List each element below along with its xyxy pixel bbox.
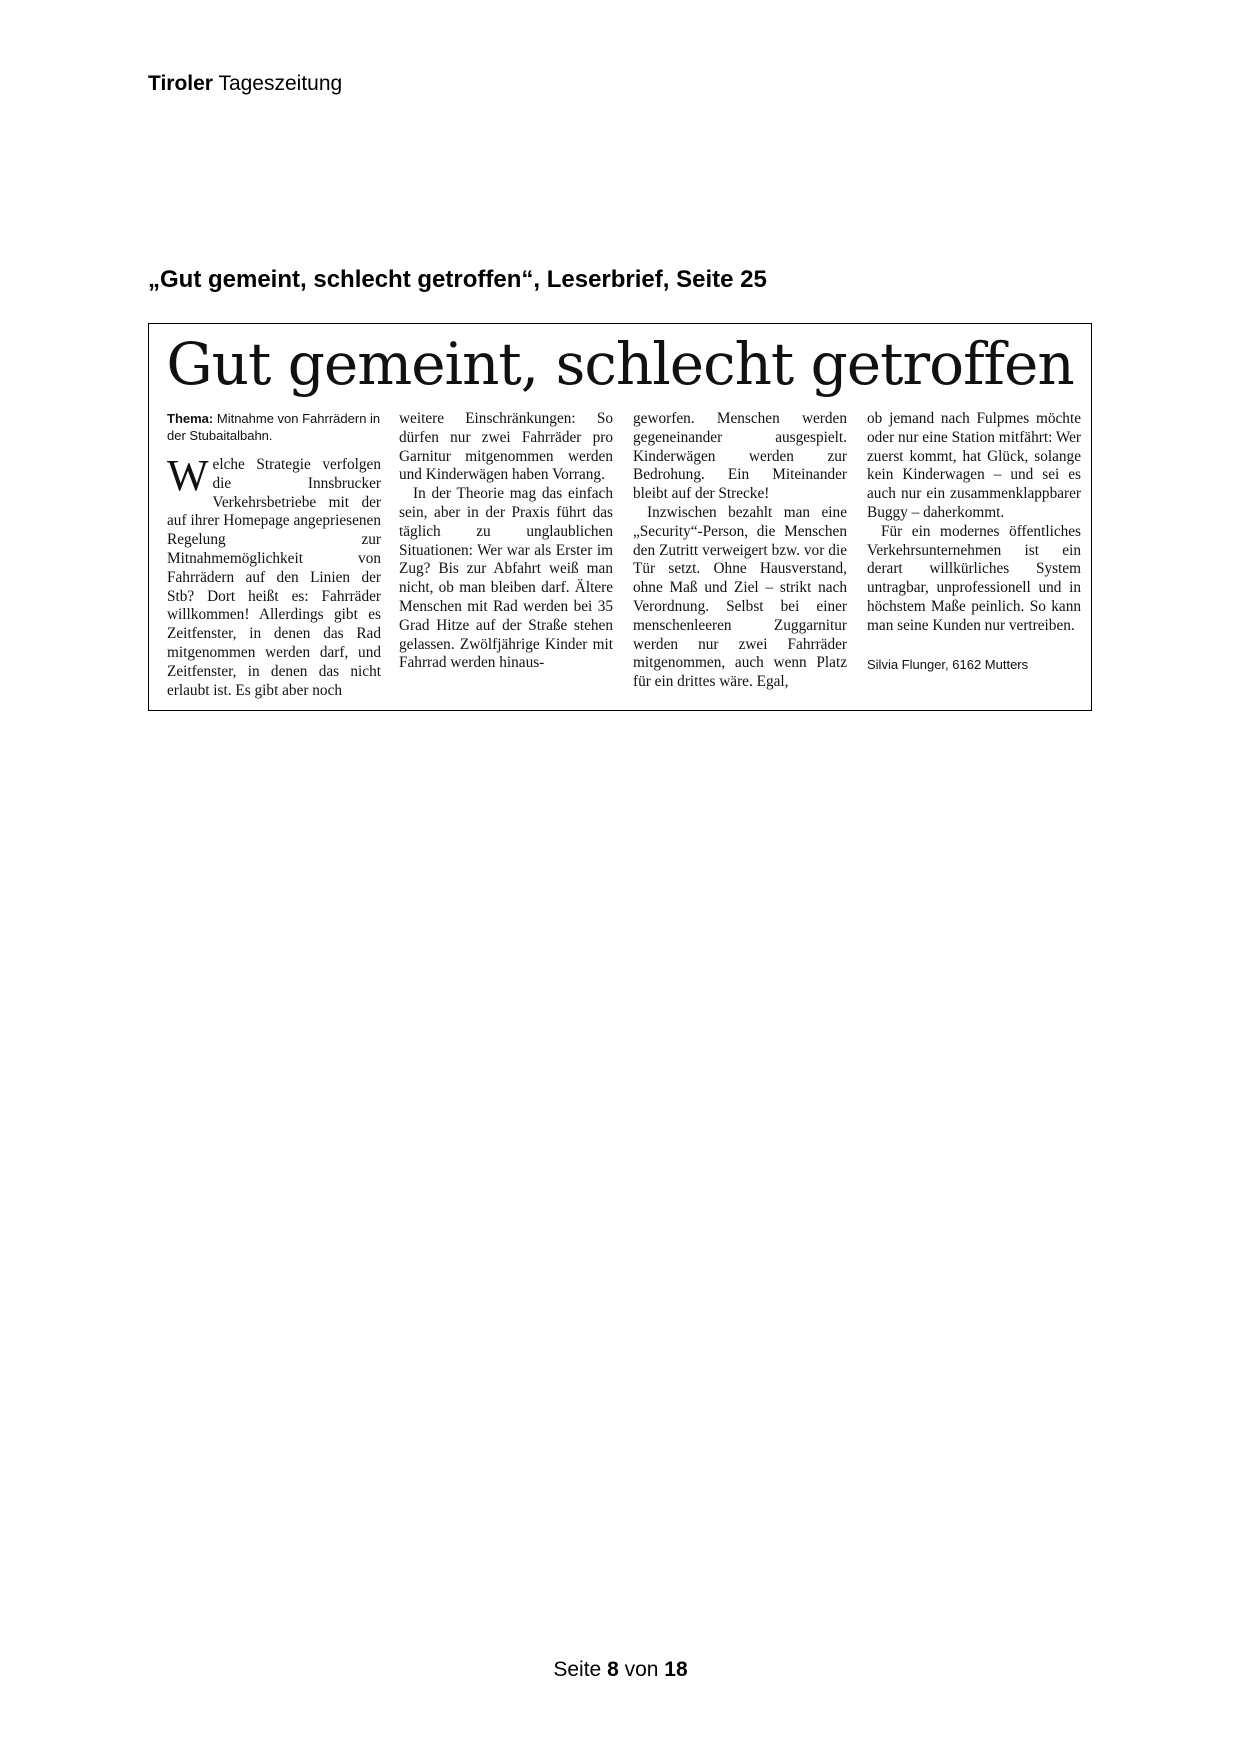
total-pages: 18 — [664, 1658, 688, 1681]
article-paragraph: In der Theorie mag das einfach sein, aber in der Praxis führt das täglich zu unglaublichen Situationen: Wer war als Erster im Zug? Bis zur Abfahrt weiß man nicht, ob man bleiben darf. Ältere Menschen mit Rad werden bei 35 Grad Hitze auf der Straße stehen gelassen. Zwölfjährige Kinder mit Fahrrad werden hinaus- — [399, 485, 613, 672]
topic-text: Mitnahme von Fahrrädern in der Stubaitalbahn. — [167, 411, 381, 443]
newspaper-name — [148, 72, 342, 96]
article-paragraph: Inzwischen bezahlt man eine „Security“-Person, die Menschen den Zutritt verweigert bzw. vor die Tür setzt. Ohne Hausverstand, ohne Maß und Ziel – strikt nach Verordnung. Selbst bei einer menschenleeren Zuggarnitur werden nur zwei Fahrräder mitgenommen, auch wenn Platz für ein drittes wäre. Egal, — [633, 503, 847, 691]
article-paragraph: ob jemand nach Fulpmes möchte oder nur eine Station mitfährt: Wer zuerst kommt, hat Glück, solange kein Kinderwagen – und sei es auch nur ein zusammenklappbarer Buggy – daherkommt. — [867, 410, 1081, 521]
page-number — [0, 1658, 1241, 1682]
article-column-3 — [633, 410, 847, 708]
article-paragraph: Für ein modernes öffentliches Verkehrsunternehmen ist ein derart willkürliches System untragbar, unprofessionell und in höchstem Maße peinlich. So kann man seine Kunden nur vertreiben. — [867, 522, 1081, 634]
newspaper-name-bold: Tiroler — [148, 72, 213, 95]
article-paragraph: weitere Einschränkungen: So dürfen nur zwei Fahrräder pro Garnitur mitgenommen werden und Kinderwägen haben Vorrang. — [399, 410, 613, 484]
topic-line — [167, 410, 381, 444]
drop-cap: W — [167, 451, 209, 500]
article-column-1 — [167, 410, 381, 708]
newspaper-clipping — [148, 323, 1092, 711]
article-author: Silvia Flunger, 6162 Mutters — [867, 656, 1029, 672]
page-separator: von — [624, 1658, 659, 1681]
article-column-2 — [399, 410, 613, 708]
article-columns — [167, 410, 1081, 708]
current-page: 8 — [607, 1658, 619, 1681]
article-paragraph — [167, 451, 381, 700]
article-headline: Gut gemeint, schlecht getroffen — [166, 330, 1074, 398]
paragraph-text: elche Strategie verfolgen die Innsbrucker Verkehrsbetriebe mit der auf ihrer Homepage angepriesenen Regelung zur Mitnahmemöglichkeit von Fahrrädern auf den Linien der Stb? Dort heißt es: Fahrräder willkommen! Allerdings gibt es Zeitfenster, in denen das Rad mitgenommen werden darf, und Zeitfenster, in denen das nicht erlaubt ist. Es gibt aber noch — [167, 456, 381, 699]
article-paragraph: geworfen. Menschen werden gegeneinander ausgespielt. Kinderwägen werden zur Bedrohung. Ein Miteinander bleibt auf der Strecke! — [633, 410, 847, 503]
topic-label: Thema: — [167, 411, 214, 426]
section-title: „Gut gemeint, schlecht getroffen“, Leserbrief, Seite 25 — [148, 266, 767, 293]
newspaper-name-rest: Tageszeitung — [218, 72, 343, 95]
article-column-4 — [867, 410, 1081, 708]
page-prefix: Seite — [553, 1658, 602, 1681]
